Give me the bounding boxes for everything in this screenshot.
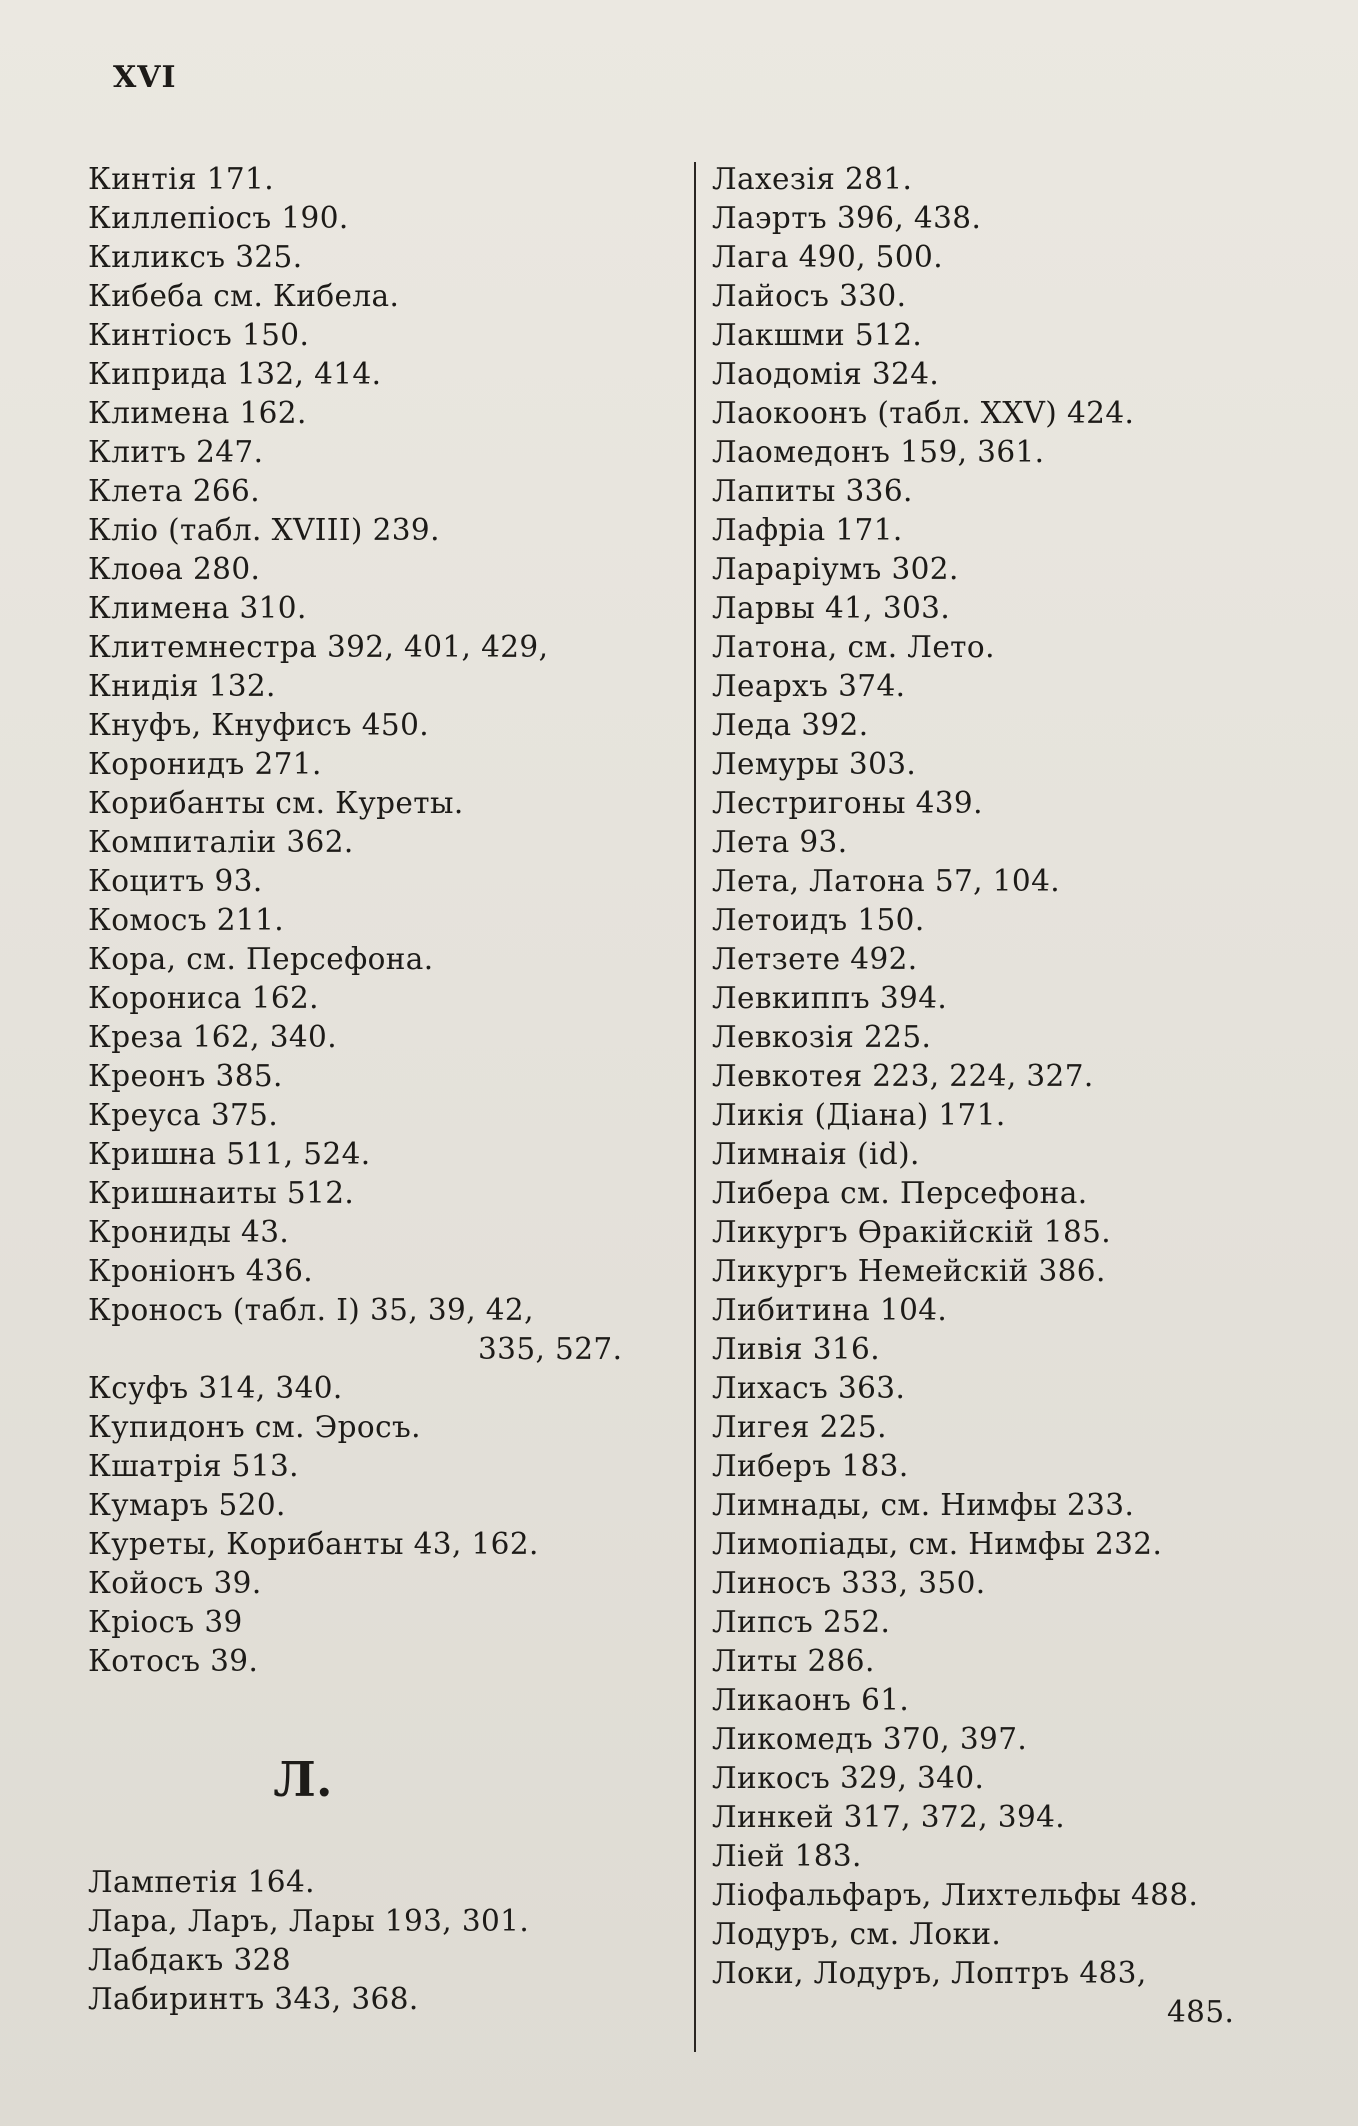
page-number: XVI — [113, 60, 177, 95]
index-entry: Компиталіи 362. — [88, 825, 354, 859]
index-entry: Клитъ 247. — [88, 435, 264, 469]
index-entry: Лапиты 336. — [712, 474, 913, 508]
index-entry: Климена 310. — [88, 591, 307, 625]
index-entry: Либеръ 183. — [712, 1449, 909, 1483]
index-entry: Кроносъ (табл. I) 35, 39, 42, — [88, 1293, 534, 1327]
index-entry: Либитина 104. — [712, 1293, 948, 1327]
index-entry: Кинтія 171. — [88, 162, 274, 196]
index-entry: Климена 162. — [88, 396, 307, 430]
index-entry: Коронидъ 271. — [88, 747, 322, 781]
index-entry: Литы 286. — [712, 1644, 875, 1678]
k-entries — [88, 160, 688, 1681]
index-entry: Лахезія 281. — [712, 162, 913, 196]
index-entry: Ликургъ Ѳракійскій 185. — [712, 1215, 1112, 1249]
index-entry: Лестригоны 439. — [712, 786, 983, 820]
index-entry: Лага 490, 500. — [712, 240, 943, 274]
index-entry: Крониды 43. — [88, 1215, 290, 1249]
index-entry: Клоѳа 280. — [88, 552, 261, 586]
index-entry: Киликсъ 325. — [88, 240, 303, 274]
index-entry: Коцитъ 93. — [88, 864, 263, 898]
index-entry: Лабиринтъ 343, 368. — [88, 1982, 419, 2016]
index-entry-continuation: 335, 527. — [478, 1332, 623, 1366]
index-entry: Лайосъ 330. — [712, 279, 907, 313]
index-entry: Ликія (Діана) 171. — [712, 1098, 1006, 1132]
index-entry: Кинтіосъ 150. — [88, 318, 310, 352]
index-entry: Ліофальфаръ, Лихтельфы 488. — [712, 1878, 1199, 1912]
index-entry: Леархъ 374. — [712, 669, 906, 703]
index-entry: Кшатрія 513. — [88, 1449, 299, 1483]
index-entry: Левкиппъ 394. — [712, 981, 948, 1015]
column-divider — [694, 162, 696, 2052]
index-entry: Лаэртъ 396, 438. — [712, 201, 982, 235]
index-entry: Купидонъ см. Эросъ. — [88, 1410, 421, 1444]
index-entry: Летзете 492. — [712, 942, 918, 976]
index-entry: Ксуфъ 314, 340. — [88, 1371, 343, 1405]
index-entry: Лихасъ 363. — [712, 1371, 906, 1405]
index-entry: Корибанты см. Куреты. — [88, 786, 464, 820]
index-entry: Ларарiумъ 302. — [712, 552, 959, 586]
index-entry: Липсъ 252. — [712, 1605, 891, 1639]
index-entry: Летоидъ 150. — [712, 903, 925, 937]
index-entry: Лимопіады, см. Нимфы 232. — [712, 1527, 1163, 1561]
index-entry: Креуса 375. — [88, 1098, 279, 1132]
index-entry: Лара, Ларъ, Лары 193, 301. — [88, 1904, 530, 1938]
index-entry: Корониса 162. — [88, 981, 319, 1015]
index-entry: Линкей 317, 372, 394. — [712, 1800, 1066, 1834]
index-entry: Кумаръ 520. — [88, 1488, 286, 1522]
index-entry: Латона, см. Лето. — [712, 630, 995, 664]
index-entry: Кліо (табл. XVIII) 239. — [88, 513, 440, 547]
l-entries — [88, 1863, 688, 2019]
right-column — [712, 160, 1312, 2032]
section-letter-heading: Л. — [273, 1752, 333, 1808]
index-entry: Койосъ 39. — [88, 1566, 262, 1600]
index-entry: Комосъ 211. — [88, 903, 285, 937]
index-entry: Лемуры 303. — [712, 747, 917, 781]
index-entry: Киллепіосъ 190. — [88, 201, 349, 235]
index-entry: Лабдакъ 328 — [88, 1943, 292, 1977]
index-entry: Кибеба см. Кибела. — [88, 279, 400, 313]
index-entry: Лета 93. — [712, 825, 848, 859]
index-entry: Леда 392. — [712, 708, 869, 742]
index-entry: Левкозія 225. — [712, 1020, 932, 1054]
index-entry: Куреты, Корибанты 43, 162. — [88, 1527, 539, 1561]
index-entry: Клета 266. — [88, 474, 260, 508]
index-entry: Лампетія 164. — [88, 1865, 315, 1899]
index-entry: Линосъ 333, 350. — [712, 1566, 986, 1600]
index-entry: Клитемнестра 392, 401, 429, — [88, 630, 549, 664]
index-entry: Кріосъ 39 — [88, 1605, 243, 1639]
index-entry: Ликомедъ 370, 397. — [712, 1722, 1028, 1756]
index-entry: Лаокоонъ (табл. XXV) 424. — [712, 396, 1135, 430]
index-entry: Лаодомія 324. — [712, 357, 940, 391]
index-entry: Лигея 225. — [712, 1410, 887, 1444]
index-entry: Либера см. Персефона. — [712, 1176, 1088, 1210]
index-entry: Ліей 183. — [712, 1839, 862, 1873]
index-entry: Креонъ 385. — [88, 1059, 283, 1093]
index-entry-continuation: 485. — [1167, 1995, 1235, 2029]
index-entry: Лакшми 512. — [712, 318, 923, 352]
index-entry: Ликургъ Немейскій 386. — [712, 1254, 1106, 1288]
index-entry: Ликаонъ 61. — [712, 1683, 910, 1717]
index-entry: Кришна 511, 524. — [88, 1137, 371, 1171]
index-entry: Лафріа 171. — [712, 513, 903, 547]
index-entry: Креза 162, 340. — [88, 1020, 337, 1054]
left-column — [88, 160, 688, 2019]
index-entry: Кришнаиты 512. — [88, 1176, 355, 1210]
index-entry: Лимнады, см. Нимфы 233. — [712, 1488, 1135, 1522]
index-entry: Кора, см. Персефона. — [88, 942, 434, 976]
index-entry: Кнуфъ, Кнуфисъ 450. — [88, 708, 430, 742]
index-entry: Левкотея 223, 224, 327. — [712, 1059, 1094, 1093]
index-entry: Ливія 316. — [712, 1332, 880, 1366]
index-entry: Лимнаія (id). — [712, 1137, 920, 1171]
index-entry: Котосъ 39. — [88, 1644, 259, 1678]
index-entry: Книдія 132. — [88, 669, 276, 703]
index-entry: Лодуръ, см. Локи. — [712, 1917, 1002, 1951]
index-entry: Ларвы 41, 303. — [712, 591, 951, 625]
index-entry: Локи, Лодуръ, Лоптръ 483, — [712, 1956, 1147, 1990]
index-entry: Киприда 132, 414. — [88, 357, 382, 391]
index-entry: Лаомедонъ 159, 361. — [712, 435, 1045, 469]
index-entry: Ликосъ 329, 340. — [712, 1761, 985, 1795]
index-entry: Кроніонъ 436. — [88, 1254, 314, 1288]
index-entry: Лета, Латона 57, 104. — [712, 864, 1061, 898]
